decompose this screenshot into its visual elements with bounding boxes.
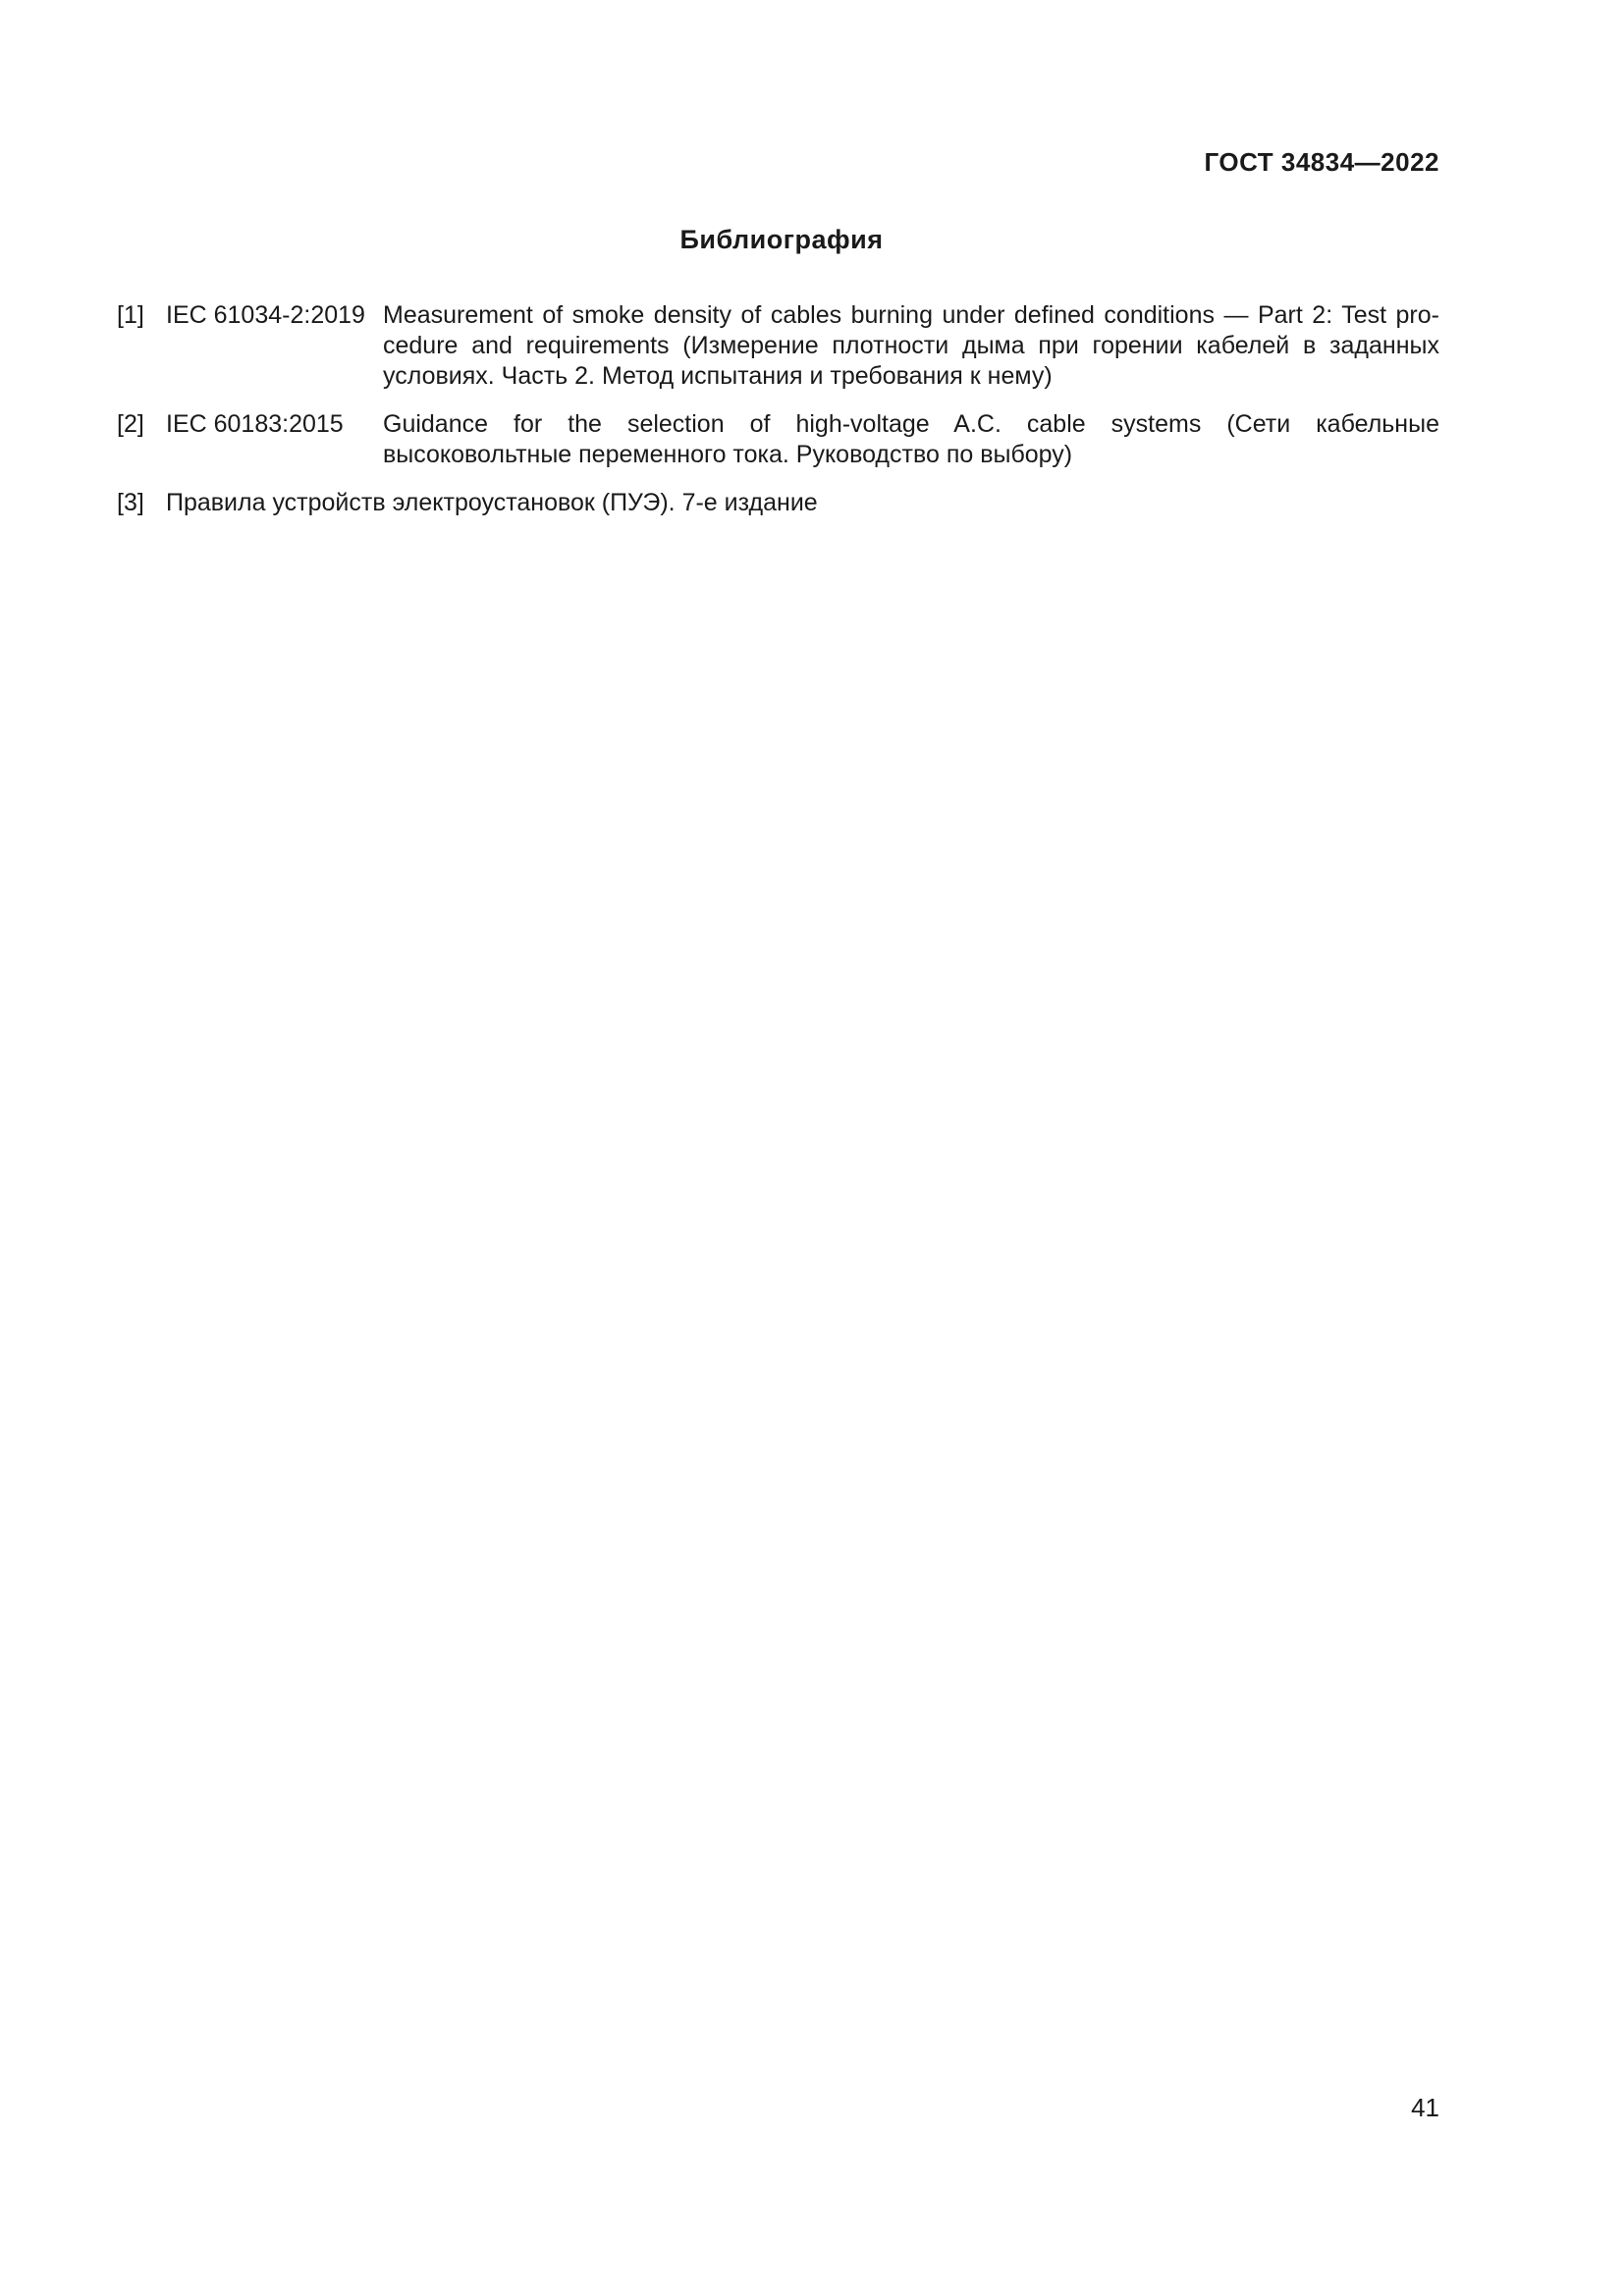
bibliography-title: Библиография — [679, 225, 884, 254]
entry-title: Measurement of smoke density of cables burning under defined conditions — Part 2: Test procedure and requirements (Измерение плотности дыма при горении кабелей в заданных условиях. Часть 2. Метод испытания и требования к нему) — [383, 301, 1439, 390]
entry-standard-code: IEC 60183:2015 — [166, 410, 344, 438]
entry-number: [1] — [117, 301, 144, 329]
bibliography-entry-1 — [117, 300, 1439, 392]
bibliography-entry-3 — [117, 488, 1439, 518]
bibliography-list — [117, 300, 1439, 536]
bibliography-entry-2 — [117, 409, 1439, 470]
entry-number: [2] — [117, 410, 144, 438]
entry-number: [3] — [117, 489, 144, 516]
entry-title: Guidance for the selection of high-voltage A.C. cable systems (Сети кабельные высоковольтные переменного тока. Руководство по выбору) — [383, 410, 1439, 468]
document-code: ГОСТ 34834—2022 — [1204, 147, 1439, 177]
entry-standard-code: IEC 61034-2:2019 — [166, 301, 365, 329]
entry-title: Правила устройств электроустановок (ПУЭ). 7-е издание — [166, 489, 818, 516]
page-number: 41 — [1411, 2093, 1439, 2122]
